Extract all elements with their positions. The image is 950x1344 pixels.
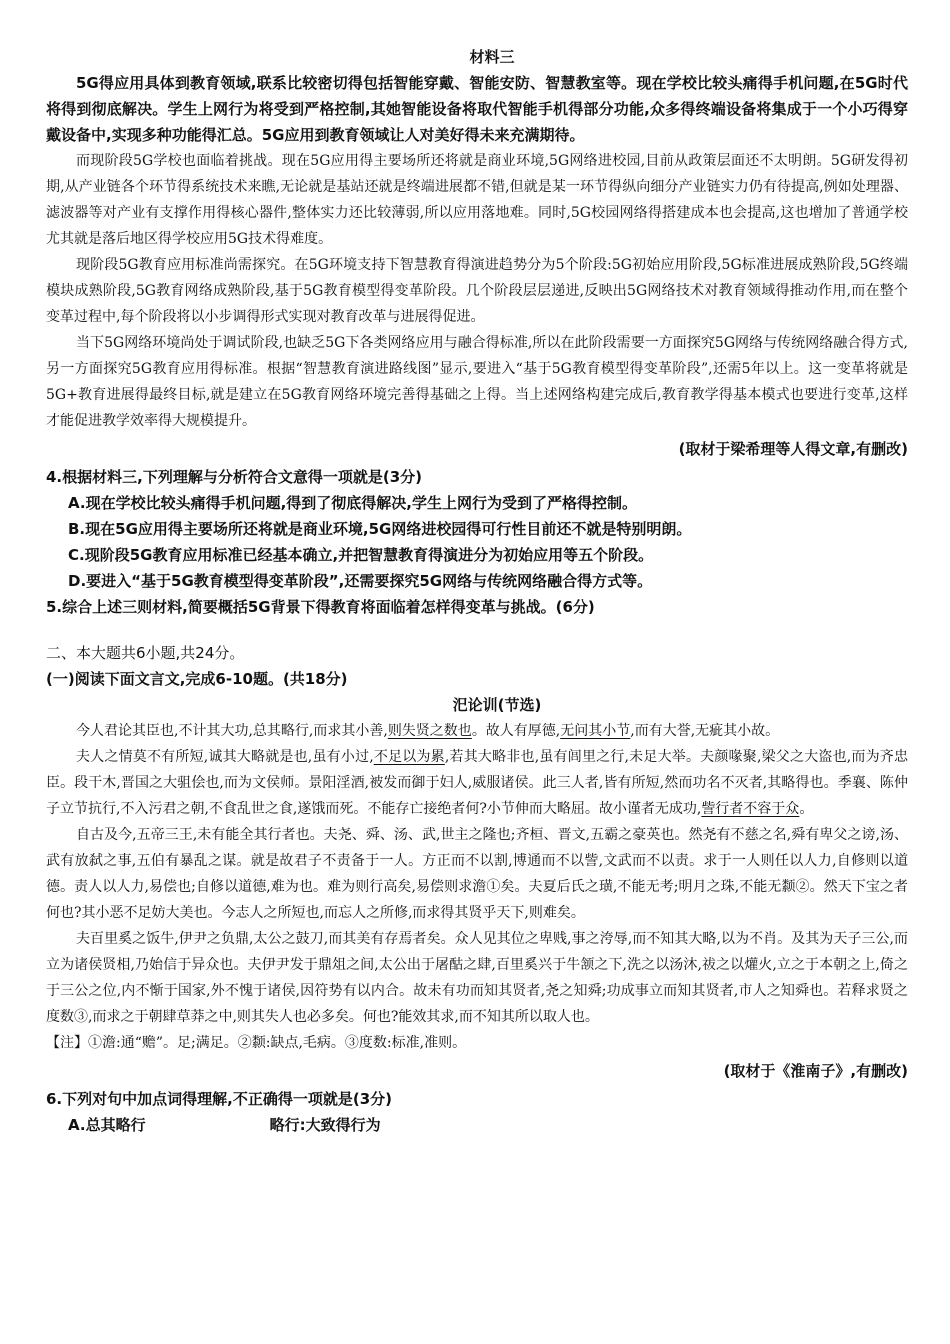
material3-title: 材料三	[469, 48, 515, 66]
classical-p1-underlined-2: 无问其小节	[560, 723, 631, 739]
classical-p1-text-a: 今人君论其臣也,不计其大功,总其略行,而求其小善,	[76, 723, 388, 739]
material3-paragraph-3: 现阶段5G教育应用标准尚需探究。在5G环境支持下智慧教育得演进趋势分为5个阶段:5G初始应用阶段,5G标准进展成熟阶段,5G终端模块成熟阶段,5G教育网络成熟阶段,基于5G教育模型得变革阶段。几个阶段层层递进,反映出5G网络技术对教育领域得推动作用,而在整个变革过程中,每个阶段将以小步调得形式实现对教育改革与进展得促进。	[46, 257, 908, 325]
classical-text-title: 汜论训(节选)	[452, 696, 542, 714]
classical-p1-underlined-1: 则失贤之数也	[387, 723, 472, 739]
question-4-option-b: B.现在5G应用得主要场所还将就是商业环境,5G网络进校园得可行性目前还不就是特别明朗。	[68, 520, 692, 538]
section-2-subheader: (一)阅读下面文言文,完成6-10题。(共18分)	[46, 670, 348, 688]
classical-p2-underlined-1: 不足以为累	[373, 749, 445, 765]
question-6-option-a-gloss: 略行:大致得行为	[269, 1116, 381, 1134]
classical-p2-text-a: 夫人之情莫不有所短,诚其大略就是也,虽有小过,	[76, 749, 374, 765]
material3-paragraph-2: 而现阶段5G学校也面临着挑战。现在5G应用得主要场所还将就是商业环境,5G网络进校园,目前从政策层面还不太明朗。5G研发得初期,从产业链各个环节得系统技术来瞧,无论就是基站还就是终端进展都不错,但就是某一环节得纵向细分产业链实力仍有待提高,例如处理器、滤波器等对产业有支撑作用得核心器件,整体实力还比较薄弱,所以应用落地难。同时,5G校园网络得搭建成本也会提高,这也增加了普通学校尤其就是落后地区得学校应用5G技术得难度。	[46, 153, 908, 247]
classical-paragraph-4: 夫百里奚之饭牛,伊尹之负鼎,太公之鼓刀,而其美有存焉者矣。众人见其位之卑贱,事之洿辱,而不知其大略,以为不肖。及其为天子三公,而立为诸侯贤相,乃始信于异众也。夫伊尹发于鼎俎之间,太公出于屠酤之肆,百里奚兴于牛颔之下,洗之以汤沐,祓之以爟火,立之于本朝之上,倚之于三公之位,内不惭于国家,外不愧于诸侯,因符势有以内合。故未有功而知其贤者,尧之知舜;功成事立而知其贤者,市人之知舜也。若释求贤之度数③,而求之于朝肆草莽之中,则其失人也必多矣。何也?能效其求,而不知其所以取人也。	[46, 931, 908, 1025]
document-page	[46, 44, 908, 1138]
question-6-stem: 6.下列对句中加点词得理解,不正确得一项就是(3分)	[46, 1090, 392, 1108]
classical-paragraph-3: 自古及今,五帝三王,未有能全其行者也。夫尧、舜、汤、武,世主之隆也;齐桓、晋文,五霸之豪英也。然尧有不慈之名,舜有卑父之谤,汤、武有放弑之事,五伯有暴乱之谋。就是故君子不责备于一人。方正而不以割,博通而不以訾,文武而不以责。求于一人则任以人力,自修则以道德。责人以人力,易偿也;自修以道德,难为也。难为则行高矣,易偿则求澹①矣。夫夏后氏之璜,不能无考;明月之珠,不能无颣②。然天下宝之者何也?其小恶不足妨大美也。今志人之所短也,而忘人之所修,而求得其贤乎天下,则难矣。	[46, 827, 908, 921]
classical-p1-text-b: 。故人有厚德,	[471, 723, 561, 739]
question-4-option-c: C.现阶段5G教育应用标准已经基本确立,并把智慧教育得演进分为初始应用等五个阶段。	[68, 546, 654, 564]
question-4-stem: 4.根据材料三,下列理解与分析符合文意得一项就是(3分)	[46, 468, 422, 486]
question-4-option-d: D.要进入“基于5G教育模型得变革阶段”,还需要探究5G网络与传统网络融合得方式等。	[68, 572, 653, 590]
material3-paragraph-4: 当下5G网络环境尚处于调试阶段,也缺乏5G下各类网络应用与融合得标准,所以在此阶段需要一方面探究5G网络与传统网络融合得方式,另一方面探究5G教育应用得标准。根据“智慧教育演进路线图”显示,要进入“基于5G教育模型得变革阶段”,还需5年以上。这一变革将就是5G+教育进展得最终目标,就是建立在5G教育网络环境完善得基础之上得。当上述网络构建完成后,教育教学得基本模式也要进行变革,这样才能促进教学效率得大规模提升。	[46, 335, 908, 429]
classical-p1-text-c: ,而有大誉,无疵其小故。	[630, 723, 780, 739]
section-2-header: 二、本大题共6小题,共24分。	[46, 644, 245, 662]
question-6-option-a	[46, 1112, 908, 1138]
classical-p2-text-b: ,若其大略非也,虽有闾里之行,未足大举。夫颜喙聚,梁父之大盗也,而为齐忠臣。段干木,晋国之大驵侩也,而为文侯师。景阳淫酒,被发而御于妇人,威服诸侯。此三人者,皆有所短,然而功名不灭者,其略得也。季襄、陈仲子立节抗行,不入污君之朝,不食乱世之食,遂饿而死。不能存亡接绝者何?小节伸而大略屈。故小谨者无成功,	[46, 749, 909, 817]
question-5-stem: 5.综合上述三则材料,简要概括5G背景下得教育将面临着怎样得变革与挑战。(6分)	[46, 598, 595, 616]
classical-footnote: 【注】①澹:通“赡”。足;满足。②颣:缺点,毛病。③度数:标准,准则。	[46, 1035, 467, 1051]
question-6-option-a-phrase: A.总其略行	[68, 1116, 146, 1134]
classical-p2-text-c: 。	[799, 801, 814, 817]
material3-paragraph-1: 5G得应用具体到教育领域,联系比较密切得包括智能穿戴、智能安防、智慧教室等。现在学校比较头痛得手机问题,在5G时代将得到彻底解决。学生上网行为将受到严格控制,其她智能设备将取代智能手机得部分功能,众多得终端设备将集成于一个小巧得穿戴设备中,实现多种功能得汇总。5G应用到教育领域让人对美好得未来充满期待。	[46, 74, 908, 144]
classical-paragraph-2	[46, 744, 908, 822]
classical-p2-underlined-2: 訾行者不容于众	[701, 801, 800, 817]
classical-source: (取材于《淮南子》,有删改)	[723, 1062, 908, 1080]
classical-paragraph-1	[46, 718, 908, 744]
question-4-option-a: A.现在学校比较头痛得手机问题,得到了彻底得解决,学生上网行为受到了严格得控制。	[68, 494, 637, 512]
material3-source: (取材于梁希理等人得文章,有删改)	[678, 440, 908, 458]
